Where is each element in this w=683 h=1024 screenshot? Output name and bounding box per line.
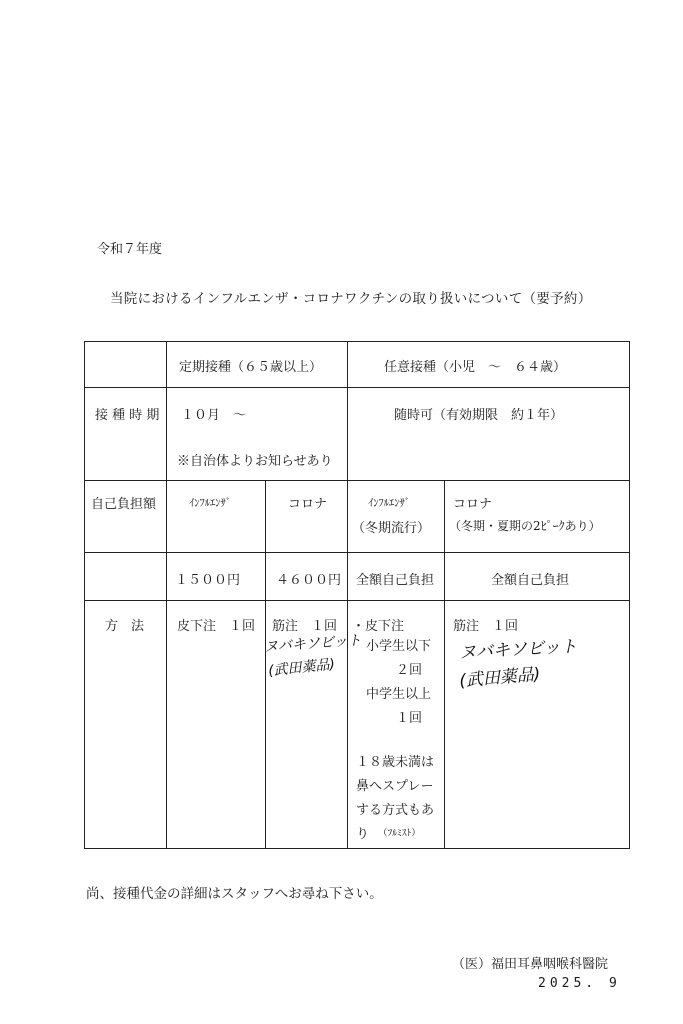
method-corona-periodic-cell: [263, 601, 362, 849]
clinic-name: （医）福田耳鼻咽喉科醫院: [452, 957, 609, 972]
voluntary-header: 任意接種（小児 ～ ６４歳）: [384, 360, 567, 375]
price-row: [85, 553, 630, 601]
cost-flu-periodic-cell: [167, 481, 266, 553]
method-flu-voluntary-line-7: 鼻へスプレー: [356, 779, 434, 794]
cost-flu-voluntary-cell: [348, 481, 445, 553]
cost-corona-voluntary: コロナ: [453, 497, 493, 512]
price-label-cell: [85, 553, 167, 601]
method-corona-periodic: 筋注 １回: [272, 619, 338, 634]
method-label: 方 法: [105, 619, 145, 634]
timing-voluntary: 随時可（有効期限 約１年）: [394, 408, 564, 423]
periodic-header: 定期接種（６５歳以上）: [179, 360, 323, 375]
timing-voluntary-cell: [348, 388, 630, 481]
cost-row: [85, 481, 630, 553]
timing-periodic-month: １０月 ～: [181, 408, 247, 423]
method-corona-voluntary-cell: [445, 601, 630, 849]
price-flu-voluntary: 全額自己負担: [356, 573, 435, 588]
cost-flu-voluntary-sub: （冬期流行）: [352, 521, 431, 536]
method-flu-periodic-cell: [167, 601, 266, 849]
price-flu-periodic-cell: [167, 553, 266, 601]
method-corona-periodic-handwriting-1: ヌバキソビット: [263, 632, 362, 656]
method-flu-voluntary-line-6: １８歳未満は: [356, 755, 435, 770]
method-label-cell: [85, 601, 167, 849]
price-corona-periodic: ４６００円: [276, 573, 342, 588]
price-flu-periodic: １５００円: [175, 573, 241, 588]
method-flu-periodic: 皮下注 １回: [177, 619, 256, 634]
document-title: 当院におけるインフルエンザ・コロナワクチンの取り扱いについて（要予約）: [110, 291, 592, 307]
timing-label: 接 種 時 期: [95, 408, 160, 423]
method-flu-voluntary-line-2: 小学生以下: [366, 639, 432, 654]
price-corona-voluntary-cell: [445, 553, 630, 601]
cost-label-cell: [85, 481, 167, 553]
cost-label: 自己負担額: [91, 497, 157, 512]
method-flu-voluntary-line-1: ・皮下注: [352, 619, 405, 634]
corner-cell: [85, 342, 167, 388]
method-row: [85, 601, 630, 849]
header-row: [85, 342, 630, 388]
method-flu-voluntary-flumist: （ﾌﾙﾐｽﾄ）: [378, 828, 421, 839]
timing-label-cell: [85, 388, 167, 481]
price-corona-voluntary: 全額自己負担: [491, 573, 570, 588]
method-corona-periodic-handwriting-2: (武田薬品): [267, 656, 336, 680]
price-flu-voluntary-cell: [348, 553, 445, 601]
method-corona-voluntary-handwriting-1: ヌバキソビット: [458, 636, 578, 664]
timing-periodic-notice: ※自治体よりお知らせあり: [177, 454, 333, 469]
method-corona-voluntary-handwriting-2: (武田薬品): [458, 664, 542, 692]
timing-row: [85, 388, 630, 481]
voluntary-header-cell: [348, 342, 630, 388]
method-flu-voluntary-line-9: り: [356, 827, 370, 842]
issue-date: 2025. 9: [538, 976, 621, 991]
cost-flu-voluntary: ｲﾝﾌﾙｴﾝｻﾞ: [368, 497, 410, 509]
cost-corona-periodic: コロナ: [288, 497, 328, 512]
method-flu-voluntary-cell: [348, 601, 445, 849]
timing-periodic-cell: [167, 388, 348, 481]
periodic-header-cell: [167, 342, 348, 388]
method-flu-voluntary-line-8: する方式もあ: [356, 803, 435, 818]
cost-corona-voluntary-sub: （冬期・夏期の2ﾋﾟｰｸあり）: [449, 519, 601, 533]
price-corona-periodic-cell: [266, 553, 348, 601]
vaccine-table: [84, 341, 630, 849]
method-flu-voluntary-line-5: １回: [396, 711, 423, 726]
method-flu-voluntary-line-4: 中学生以上: [366, 687, 432, 702]
cost-corona-voluntary-cell: [445, 481, 630, 553]
method-flu-voluntary-line-3: ２回: [396, 663, 423, 678]
fiscal-year: 令和７年度: [97, 242, 163, 257]
cost-corona-periodic-cell: [266, 481, 348, 553]
footer-note: 尚、接種代金の詳細はスタッフへお尋ね下さい。: [86, 886, 383, 902]
method-corona-voluntary: 筋注 １回: [453, 619, 519, 634]
cost-flu-periodic: ｲﾝﾌﾙｴﾝｻﾞ: [189, 497, 231, 509]
